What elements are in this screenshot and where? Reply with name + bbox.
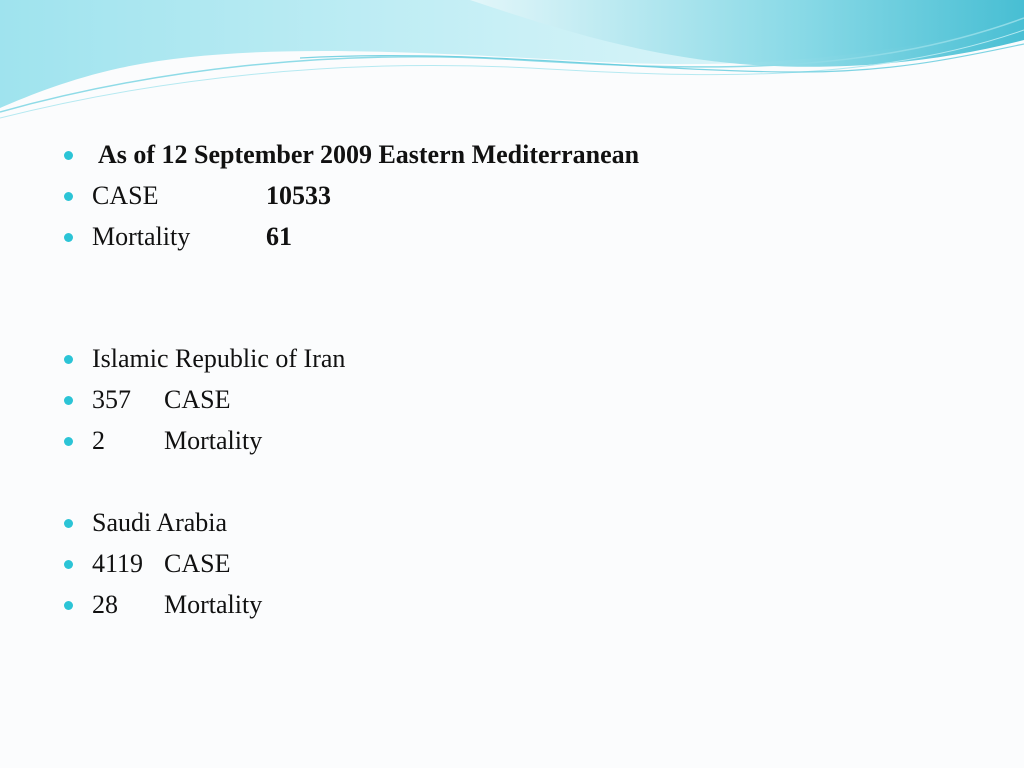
list-item bbox=[60, 379, 960, 420]
saudi-case-label: CASE bbox=[164, 549, 231, 578]
bullet-dot-icon bbox=[64, 233, 73, 242]
iran-mortality-label: Mortality bbox=[164, 426, 263, 455]
bullet-dot-icon bbox=[64, 437, 73, 446]
bullet-dot-icon bbox=[64, 355, 73, 364]
list-item bbox=[60, 134, 960, 175]
list-item bbox=[60, 175, 960, 216]
saudi-case-value: 4119 bbox=[92, 549, 144, 578]
bullet-dot-icon bbox=[64, 601, 73, 610]
summary-case-value: 10533 bbox=[266, 181, 331, 210]
list-item bbox=[60, 420, 960, 461]
bullet-dot-icon bbox=[64, 519, 73, 528]
bullet-dot-icon bbox=[64, 192, 73, 201]
list-item bbox=[60, 338, 960, 379]
bullet-dot-icon bbox=[64, 560, 73, 569]
summary-case-label: CASE bbox=[92, 181, 159, 210]
saudi-country: Saudi Arabia bbox=[92, 508, 228, 537]
iran-case-value: 357 bbox=[92, 385, 131, 414]
summary-mortality-label: Mortality bbox=[92, 222, 191, 251]
iran-mortality-value: 2 bbox=[92, 426, 105, 455]
saudi-mortality-label: Mortality bbox=[164, 590, 263, 619]
bullet-list bbox=[60, 134, 960, 625]
list-item bbox=[60, 543, 960, 584]
summary-title: As of 12 September 2009 Eastern Mediterranean bbox=[98, 140, 640, 169]
bullet-dot-icon bbox=[64, 151, 73, 160]
summary-mortality-value: 61 bbox=[266, 222, 292, 251]
iran-country: Islamic Republic of Iran bbox=[92, 344, 346, 373]
iran-case-label: CASE bbox=[164, 385, 231, 414]
list-item bbox=[60, 584, 960, 625]
list-item bbox=[60, 216, 960, 257]
saudi-mortality-value: 28 bbox=[92, 590, 118, 619]
header-wave-decoration bbox=[0, 0, 1024, 130]
list-item bbox=[60, 502, 960, 543]
bullet-dot-icon bbox=[64, 396, 73, 405]
